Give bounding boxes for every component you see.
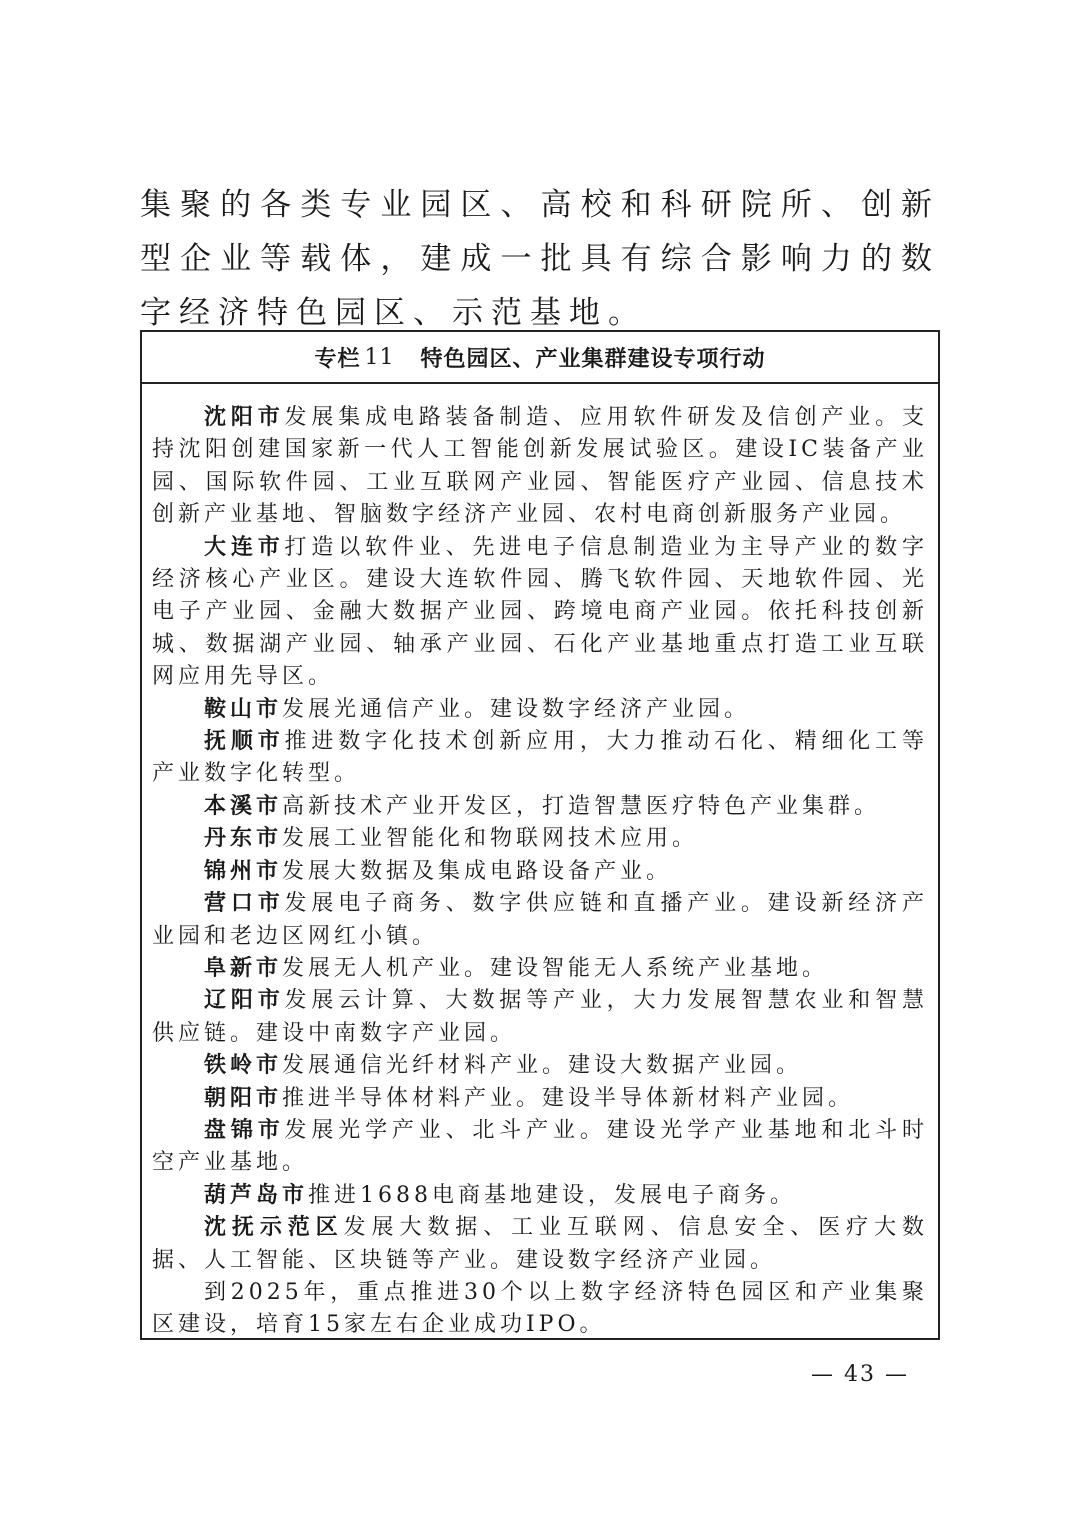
- entry-text: 推进数字化技术创新应用，大力推动石化、精细化工等产业数字化转型。: [152, 729, 928, 787]
- special-column-box: [140, 330, 940, 1340]
- entry-shenfu-demo-zone: [152, 1212, 928, 1277]
- entry-shenyang: [152, 402, 928, 532]
- entry-fushun: [152, 726, 928, 791]
- entry-liaoyang: [152, 985, 928, 1050]
- entry-chaoyang: [152, 1083, 928, 1115]
- entry-dandong: [152, 823, 928, 855]
- city-name: 营口市: [204, 891, 285, 917]
- entry-fuxin: [152, 953, 928, 985]
- entry-anshan: [152, 694, 928, 726]
- entry-text: 发展光学产业、北斗产业。建设光学产业基地和北斗时空产业基地。: [152, 1117, 928, 1176]
- entry-jinzhou: [152, 856, 928, 888]
- entry-text: 发展光通信产业。建设数字经济产业园。: [282, 696, 751, 722]
- entry-yingkou: [152, 888, 928, 953]
- city-name: 盘锦市: [204, 1117, 285, 1143]
- page-number: — 43 —: [811, 1362, 909, 1387]
- entry-text: 推进半导体材料产业。建设半导体新材料产业园。: [282, 1085, 855, 1111]
- city-name: 铁岭市: [204, 1053, 283, 1079]
- intro-paragraph: 集聚的各类专业园区、高校和科研院所、创新型企业等载体，建成一批具有综合影响力的数字经济特色园区、示范基地。: [140, 187, 940, 331]
- city-name: 丹东市: [204, 826, 283, 852]
- column-label: 专栏: [314, 346, 361, 372]
- column-title: 特色园区、产业集群建设专项行动: [420, 346, 766, 372]
- entry-text: 高新技术产业开发区，打造智慧医疗特色产业集群。: [282, 793, 881, 819]
- city-name: 沈抚示范区: [204, 1215, 344, 1241]
- entry-text: 发展电子商务、数字供应链和直播产业。建设新经济产业园和老边区网红小镇。: [152, 891, 928, 949]
- column-conclusion: 到2025年，重点推进30个以上数字经济特色园区和产业集聚区建设，培育15家左右企业成功IPO。: [152, 1279, 928, 1338]
- city-name: 朝阳市: [204, 1085, 283, 1111]
- entry-benxi: [152, 791, 928, 823]
- city-name: 锦州市: [204, 858, 283, 884]
- column-number: 11: [364, 344, 395, 370]
- entry-text: 发展大数据及集成电路设备产业。: [282, 858, 673, 884]
- city-name: 鞍山市: [204, 696, 283, 722]
- entry-panjin: [152, 1115, 928, 1180]
- entry-text: 发展工业智能化和物联网技术应用。: [282, 826, 699, 852]
- city-name: 抚顺市: [204, 729, 285, 755]
- city-name: 葫芦岛市: [204, 1182, 309, 1208]
- city-name: 辽阳市: [204, 988, 285, 1014]
- city-name: 大连市: [204, 534, 285, 560]
- entry-text: 发展通信光纤材料产业。建设大数据产业园。: [282, 1053, 803, 1079]
- entry-tieling: [152, 1050, 928, 1082]
- city-name: 沈阳市: [204, 405, 285, 430]
- column-title-bar: [142, 332, 938, 384]
- entry-text: 发展无人机产业。建设智能无人系统产业基地。: [282, 955, 829, 981]
- column-body: [142, 384, 938, 1342]
- entry-huludao: [152, 1180, 928, 1212]
- entry-text: 打造以软件业、先进电子信息制造业为主导产业的数字经济核心产业区。建设大连软件园、腾飞软件园、天地软件园、光电子产业园、金融大数据产业园、跨境电商产业园。依托科技创新城、数据湖产业园、轴承产业园、石化产业基地重点打造工业互联网应用先导区。: [152, 534, 928, 690]
- entry-text: 推进1688电商基地建设，发展电子商务。: [308, 1182, 797, 1208]
- city-name: 阜新市: [204, 955, 283, 981]
- entry-text: 发展集成电路装备制造、应用软件研发及信创产业。支持沈阳创建国家新一代人工智能创新发展试验区。建设IC装备产业园、国际软件园、工业互联网产业园、智能医疗产业园、信息技术创新产业基地、智脑数字经济产业园、农村电商创新服务产业园。: [152, 405, 928, 528]
- city-name: 本溪市: [204, 793, 283, 819]
- entry-dalian: [152, 532, 928, 694]
- entry-text: 发展大数据、工业互联网、信息安全、医疗大数据、人工智能、区块链等产业。建设数字经济产业园。: [152, 1215, 928, 1273]
- entry-text: 发展云计算、大数据等产业，大力发展智慧农业和智慧供应链。建设中南数字产业园。: [152, 988, 928, 1046]
